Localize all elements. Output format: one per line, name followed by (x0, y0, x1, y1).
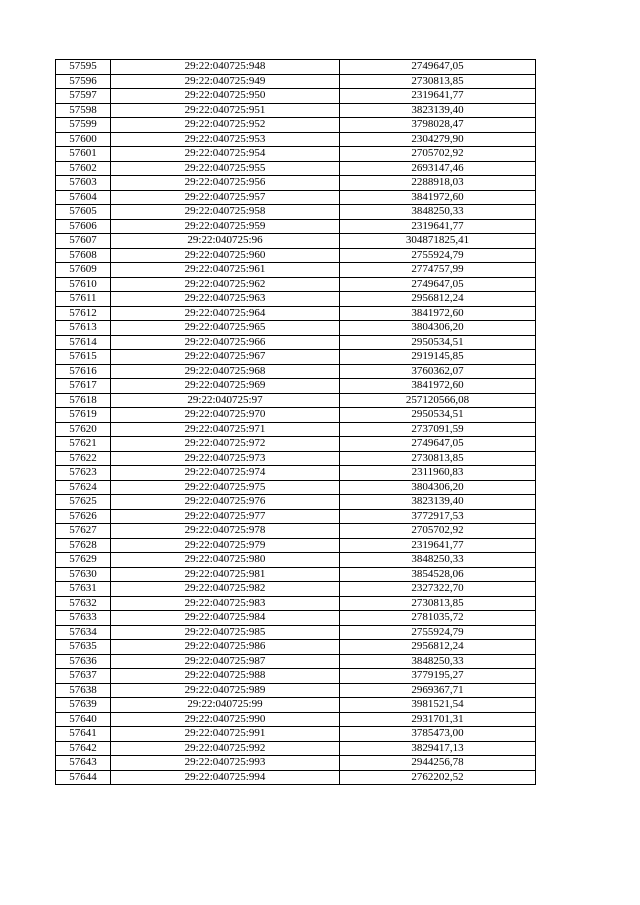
cadastral-number-cell: 29:22:040725:949 (111, 74, 340, 89)
cadastral-value-cell: 3848250,33 (340, 553, 536, 568)
cadastral-number-cell: 29:22:040725:955 (111, 161, 340, 176)
cadastral-number-cell: 29:22:040725:988 (111, 669, 340, 684)
table-row (56, 60, 536, 75)
row-number-cell: 57597 (56, 89, 111, 104)
table-row (56, 321, 536, 336)
cadastral-number-cell: 29:22:040725:965 (111, 321, 340, 336)
cadastral-number-cell: 29:22:040725:987 (111, 654, 340, 669)
table-row (56, 350, 536, 365)
table-row (56, 335, 536, 350)
row-number-cell: 57634 (56, 625, 111, 640)
row-number-cell: 57603 (56, 176, 111, 191)
table-row (56, 524, 536, 539)
table-row (56, 654, 536, 669)
cadastral-value-cell: 2730813,85 (340, 596, 536, 611)
cadastral-value-cell: 2319641,77 (340, 89, 536, 104)
row-number-cell: 57636 (56, 654, 111, 669)
row-number-cell: 57616 (56, 364, 111, 379)
cadastral-value-cell: 2749647,05 (340, 437, 536, 452)
table-row (56, 509, 536, 524)
row-number-cell: 57604 (56, 190, 111, 205)
table-row (56, 683, 536, 698)
cadastral-number-cell: 29:22:040725:992 (111, 741, 340, 756)
cadastral-value-cell: 3981521,54 (340, 698, 536, 713)
table-row (56, 567, 536, 582)
row-number-cell: 57626 (56, 509, 111, 524)
table-row (56, 480, 536, 495)
cadastral-value-cell: 3804306,20 (340, 321, 536, 336)
table-row (56, 277, 536, 292)
cadastral-value-cell: 2956812,24 (340, 640, 536, 655)
row-number-cell: 57622 (56, 451, 111, 466)
row-number-cell: 57613 (56, 321, 111, 336)
cadastral-value-cell: 3841972,60 (340, 306, 536, 321)
row-number-cell: 57611 (56, 292, 111, 307)
cadastral-number-cell: 29:22:040725:990 (111, 712, 340, 727)
row-number-cell: 57605 (56, 205, 111, 220)
cadastral-number-cell: 29:22:040725:973 (111, 451, 340, 466)
cadastral-number-cell: 29:22:040725:985 (111, 625, 340, 640)
cadastral-value-cell: 2730813,85 (340, 451, 536, 466)
cadastral-number-cell: 29:22:040725:991 (111, 727, 340, 742)
table-row (56, 712, 536, 727)
cadastral-number-cell: 29:22:040725:982 (111, 582, 340, 597)
table-row (56, 611, 536, 626)
cadastral-value-cell: 3772917,53 (340, 509, 536, 524)
row-number-cell: 57629 (56, 553, 111, 568)
cadastral-value-cell: 3829417,13 (340, 741, 536, 756)
row-number-cell: 57606 (56, 219, 111, 234)
table-row (56, 292, 536, 307)
cadastral-number-cell: 29:22:040725:984 (111, 611, 340, 626)
cadastral-number-cell: 29:22:040725:967 (111, 350, 340, 365)
cadastral-number-cell: 29:22:040725:976 (111, 495, 340, 510)
cadastral-value-cell: 3848250,33 (340, 205, 536, 220)
row-number-cell: 57621 (56, 437, 111, 452)
table-row (56, 495, 536, 510)
table-row (56, 176, 536, 191)
cadastral-value-cell: 2288918,03 (340, 176, 536, 191)
row-number-cell: 57612 (56, 306, 111, 321)
cadastral-number-cell: 29:22:040725:977 (111, 509, 340, 524)
cadastral-value-cell: 3760362,07 (340, 364, 536, 379)
row-number-cell: 57644 (56, 770, 111, 785)
cadastral-value-cell: 257120566,08 (340, 393, 536, 408)
cadastral-value-cell: 3854528,06 (340, 567, 536, 582)
table-row (56, 161, 536, 176)
table-row (56, 132, 536, 147)
table-row (56, 89, 536, 104)
cadastral-value-cell: 2774757,99 (340, 263, 536, 278)
table-row (56, 756, 536, 771)
row-number-cell: 57640 (56, 712, 111, 727)
row-number-cell: 57614 (56, 335, 111, 350)
row-number-cell: 57608 (56, 248, 111, 263)
cadastral-number-cell: 29:22:040725:989 (111, 683, 340, 698)
cadastral-number-cell: 29:22:040725:981 (111, 567, 340, 582)
cadastral-number-cell: 29:22:040725:97 (111, 393, 340, 408)
cadastral-value-cell: 3779195,27 (340, 669, 536, 684)
cadastral-number-cell: 29:22:040725:956 (111, 176, 340, 191)
cadastral-value-cell: 2762202,52 (340, 770, 536, 785)
row-number-cell: 57638 (56, 683, 111, 698)
cadastral-value-cell: 2730813,85 (340, 74, 536, 89)
table-row (56, 640, 536, 655)
row-number-cell: 57625 (56, 495, 111, 510)
row-number-cell: 57618 (56, 393, 111, 408)
cadastral-value-table (55, 59, 536, 785)
table-row (56, 147, 536, 162)
cadastral-value-cell: 2319641,77 (340, 538, 536, 553)
cadastral-number-cell: 29:22:040725:970 (111, 408, 340, 423)
cadastral-value-cell: 2944256,78 (340, 756, 536, 771)
row-number-cell: 57619 (56, 408, 111, 423)
cadastral-number-cell: 29:22:040725:980 (111, 553, 340, 568)
cadastral-number-cell: 29:22:040725:971 (111, 422, 340, 437)
cadastral-value-cell: 3841972,60 (340, 190, 536, 205)
row-number-cell: 57610 (56, 277, 111, 292)
cadastral-number-cell: 29:22:040725:979 (111, 538, 340, 553)
table-row (56, 698, 536, 713)
cadastral-value-cell: 2311960,83 (340, 466, 536, 481)
row-number-cell: 57639 (56, 698, 111, 713)
table-row (56, 379, 536, 394)
table-row (56, 625, 536, 640)
row-number-cell: 57642 (56, 741, 111, 756)
table-row (56, 190, 536, 205)
cadastral-value-cell: 2950534,51 (340, 335, 536, 350)
row-number-cell: 57596 (56, 74, 111, 89)
table-row (56, 103, 536, 118)
row-number-cell: 57631 (56, 582, 111, 597)
cadastral-number-cell: 29:22:040725:96 (111, 234, 340, 249)
table-row (56, 422, 536, 437)
cadastral-number-cell: 29:22:040725:993 (111, 756, 340, 771)
cadastral-value-cell: 2931701,31 (340, 712, 536, 727)
row-number-cell: 57601 (56, 147, 111, 162)
cadastral-number-cell: 29:22:040725:952 (111, 118, 340, 133)
row-number-cell: 57607 (56, 234, 111, 249)
cadastral-value-cell: 3804306,20 (340, 480, 536, 495)
cadastral-number-cell: 29:22:040725:950 (111, 89, 340, 104)
row-number-cell: 57630 (56, 567, 111, 582)
cadastral-number-cell: 29:22:040725:994 (111, 770, 340, 785)
row-number-cell: 57617 (56, 379, 111, 394)
cadastral-number-cell: 29:22:040725:954 (111, 147, 340, 162)
cadastral-value-cell: 3823139,40 (340, 495, 536, 510)
table-row (56, 741, 536, 756)
row-number-cell: 57637 (56, 669, 111, 684)
cadastral-value-cell: 2781035,72 (340, 611, 536, 626)
table-row (56, 248, 536, 263)
cadastral-value-cell: 2755924,79 (340, 625, 536, 640)
cadastral-value-cell: 2737091,59 (340, 422, 536, 437)
cadastral-number-cell: 29:22:040725:964 (111, 306, 340, 321)
row-number-cell: 57595 (56, 60, 111, 75)
cadastral-value-cell: 2969367,71 (340, 683, 536, 698)
cadastral-number-cell: 29:22:040725:948 (111, 60, 340, 75)
row-number-cell: 57627 (56, 524, 111, 539)
table-row (56, 205, 536, 220)
cadastral-number-cell: 29:22:040725:962 (111, 277, 340, 292)
cadastral-number-cell: 29:22:040725:978 (111, 524, 340, 539)
cadastral-number-cell: 29:22:040725:958 (111, 205, 340, 220)
row-number-cell: 57599 (56, 118, 111, 133)
cadastral-number-cell: 29:22:040725:974 (111, 466, 340, 481)
cadastral-number-cell: 29:22:040725:969 (111, 379, 340, 394)
cadastral-number-cell: 29:22:040725:99 (111, 698, 340, 713)
cadastral-value-cell: 2919145,85 (340, 350, 536, 365)
cadastral-value-cell: 2749647,05 (340, 60, 536, 75)
cadastral-value-cell: 2956812,24 (340, 292, 536, 307)
cadastral-value-cell: 2319641,77 (340, 219, 536, 234)
table-row (56, 364, 536, 379)
row-number-cell: 57615 (56, 350, 111, 365)
row-number-cell: 57633 (56, 611, 111, 626)
cadastral-value-cell: 3841972,60 (340, 379, 536, 394)
row-number-cell: 57602 (56, 161, 111, 176)
cadastral-number-cell: 29:22:040725:983 (111, 596, 340, 611)
table-row (56, 553, 536, 568)
cadastral-number-cell: 29:22:040725:961 (111, 263, 340, 278)
cadastral-number-cell: 29:22:040725:953 (111, 132, 340, 147)
cadastral-number-cell: 29:22:040725:963 (111, 292, 340, 307)
cadastral-value-cell: 2705702,92 (340, 524, 536, 539)
table-row (56, 408, 536, 423)
table-row (56, 118, 536, 133)
cadastral-value-cell: 3798028,47 (340, 118, 536, 133)
cadastral-number-cell: 29:22:040725:986 (111, 640, 340, 655)
row-number-cell: 57623 (56, 466, 111, 481)
cadastral-value-cell: 3823139,40 (340, 103, 536, 118)
table-row (56, 466, 536, 481)
cadastral-number-cell: 29:22:040725:951 (111, 103, 340, 118)
cadastral-value-cell: 2304279,90 (340, 132, 536, 147)
table-row (56, 74, 536, 89)
table-row (56, 437, 536, 452)
cadastral-value-cell: 3785473,00 (340, 727, 536, 742)
table-row (56, 306, 536, 321)
cadastral-number-cell: 29:22:040725:975 (111, 480, 340, 495)
table-row (56, 234, 536, 249)
cadastral-number-cell: 29:22:040725:966 (111, 335, 340, 350)
cadastral-number-cell: 29:22:040725:957 (111, 190, 340, 205)
row-number-cell: 57609 (56, 263, 111, 278)
table-row (56, 538, 536, 553)
cadastral-value-cell: 304871825,41 (340, 234, 536, 249)
table-row (56, 669, 536, 684)
table-row (56, 263, 536, 278)
cadastral-value-cell: 2950534,51 (340, 408, 536, 423)
row-number-cell: 57632 (56, 596, 111, 611)
cadastral-value-cell: 2755924,79 (340, 248, 536, 263)
cadastral-number-cell: 29:22:040725:959 (111, 219, 340, 234)
cadastral-value-cell: 3848250,33 (340, 654, 536, 669)
table-row (56, 219, 536, 234)
cadastral-number-cell: 29:22:040725:972 (111, 437, 340, 452)
cadastral-value-cell: 2327322,70 (340, 582, 536, 597)
cadastral-number-cell: 29:22:040725:968 (111, 364, 340, 379)
row-number-cell: 57598 (56, 103, 111, 118)
row-number-cell: 57641 (56, 727, 111, 742)
cadastral-value-cell: 2749647,05 (340, 277, 536, 292)
row-number-cell: 57600 (56, 132, 111, 147)
table-row (56, 582, 536, 597)
cadastral-value-cell: 2693147,46 (340, 161, 536, 176)
table-row (56, 393, 536, 408)
row-number-cell: 57643 (56, 756, 111, 771)
row-number-cell: 57620 (56, 422, 111, 437)
table-row (56, 770, 536, 785)
row-number-cell: 57635 (56, 640, 111, 655)
cadastral-number-cell: 29:22:040725:960 (111, 248, 340, 263)
table-row (56, 727, 536, 742)
table-row (56, 451, 536, 466)
row-number-cell: 57624 (56, 480, 111, 495)
cadastral-value-cell: 2705702,92 (340, 147, 536, 162)
row-number-cell: 57628 (56, 538, 111, 553)
table-body (56, 60, 536, 785)
table-row (56, 596, 536, 611)
